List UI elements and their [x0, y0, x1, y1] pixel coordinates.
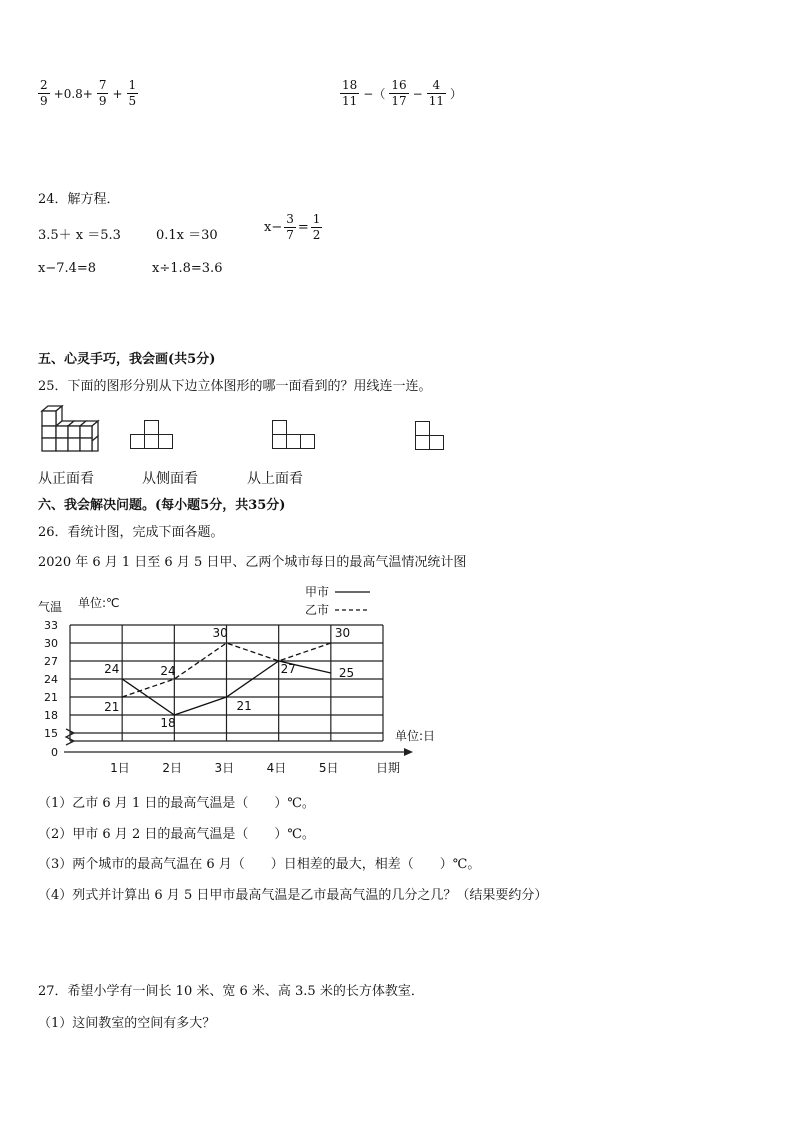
fraction: $\frac{4}{11}$ — [428, 78, 444, 108]
y-axis-label: 气温 — [38, 600, 63, 614]
chart-title: 2020 年 6 月 1 日至 6 月 5 日甲、乙两个城市每日的最高气温情况统计图 — [38, 555, 467, 570]
chart-legend — [305, 585, 370, 617]
y-tick-label: 24 — [44, 673, 58, 686]
q26-sub-2: （2）甲市 6 月 2 日的最高气温是（ ）℃。 — [38, 827, 315, 842]
q26-sub-4: （4）列式并计算出 6 月 5 日甲市最高气温是乙市最高气温的几分之几？（结果要约分） — [38, 888, 548, 903]
data-label: 27 — [280, 662, 296, 676]
solid-figure — [38, 405, 100, 453]
chart-labels — [38, 596, 435, 775]
temperature-line-chart — [30, 578, 460, 778]
q26-sub-1: （1）乙市 6 月 1 日的最高气温是（ ）℃。 — [38, 796, 315, 811]
legend-label: 乙市 — [305, 603, 330, 617]
y-tick-label: 21 — [44, 691, 58, 704]
q25-text: 25．下面的图形分别从下边立体图形的哪一面看到的？用线连一连。 — [38, 379, 432, 394]
equation-2: 0.1x ＝30 — [156, 228, 218, 243]
fraction: $\frac{7}{9}$ — [98, 78, 107, 108]
view-shape-2 — [272, 415, 320, 451]
x-unit-label: 单位:日 — [395, 729, 436, 743]
x-tick-label: 2日 — [162, 761, 182, 775]
fraction: $\frac{1}{2}$ — [312, 212, 321, 242]
data-label: 30 — [334, 626, 351, 640]
equation-3: x− $\frac{3}{7}$ = $\frac{1}{2}$ — [264, 212, 321, 242]
view-label-side: 从侧面看 — [142, 471, 198, 487]
legend-label: 甲市 — [305, 585, 330, 599]
data-label: 21 — [236, 699, 252, 713]
q27-sub-1: （1）这间教室的空间有多大？ — [38, 1016, 216, 1031]
q26-sub-3: （3）两个城市的最高气温在 6 月（ ）日相差的最大，相差（ ）℃。 — [38, 857, 481, 872]
equation-5: x÷1.8=3.6 — [152, 261, 223, 276]
data-label: 21 — [104, 700, 120, 714]
y-tick-label: 15 — [44, 727, 58, 740]
x-tick-label: 4日 — [266, 761, 287, 775]
section-6-title: 六、我会解决问题。(每小题5分，共35分) — [38, 498, 286, 513]
data-label: 30 — [212, 626, 228, 640]
view-label-top: 从上面看 — [247, 471, 303, 487]
section-5-title: 五、心灵手巧，我会画(共5分) — [38, 352, 216, 367]
x-tick-label: 1日 — [110, 761, 130, 775]
x-tick-label: 3日 — [214, 761, 235, 775]
data-label: 24 — [104, 662, 120, 676]
fraction: $\frac{1}{5}$ — [128, 78, 137, 108]
x-axis-arrow — [404, 748, 413, 756]
calc-expression-1: $\frac{2}{9}$ +0.8+ $\frac{7}{9}$ + $\frac{1}{5}$ — [40, 78, 137, 108]
fraction: $\frac{18}{11}$ — [342, 78, 358, 108]
fraction: $\frac{2}{9}$ — [40, 78, 48, 108]
y-tick-label: 30 — [44, 637, 58, 650]
y-unit-label: 单位:℃ — [78, 596, 120, 610]
y-tick-label: 27 — [44, 655, 58, 668]
y-tick-label: 33 — [44, 619, 58, 632]
chart-grid — [64, 625, 413, 756]
equation-1: 3.5＋ x ＝5.3 — [38, 228, 121, 243]
fraction: $\frac{3}{7}$ — [286, 212, 294, 242]
x-axis-label: 日期 — [376, 761, 401, 775]
equation-4: x−7.4=8 — [38, 261, 97, 276]
q24-title: 24．解方程． — [38, 192, 120, 207]
data-label: 25 — [338, 666, 355, 680]
q26-text: 26．看统计图，完成下面各题。 — [38, 525, 224, 540]
data-label: 18 — [160, 716, 176, 730]
view-label-front: 从正面看 — [38, 471, 94, 487]
q27-text: 27．希望小学有一间长 10 米、宽 6 米、高 3.5 米的长方体教室． — [38, 984, 424, 999]
view-shape-1 — [130, 415, 178, 451]
x-tick-label: 5日 — [318, 761, 339, 775]
fraction: $\frac{16}{17}$ — [391, 78, 407, 108]
data-label: 24 — [160, 664, 176, 678]
y-tick-label: 0 — [51, 746, 58, 759]
view-shape-3 — [415, 418, 449, 454]
calc-expression-2: $\frac{18}{11}$ −（ $\frac{16}{17}$ − $\frac{4}{11}$ ） — [342, 78, 462, 108]
y-tick-label: 18 — [44, 709, 58, 722]
